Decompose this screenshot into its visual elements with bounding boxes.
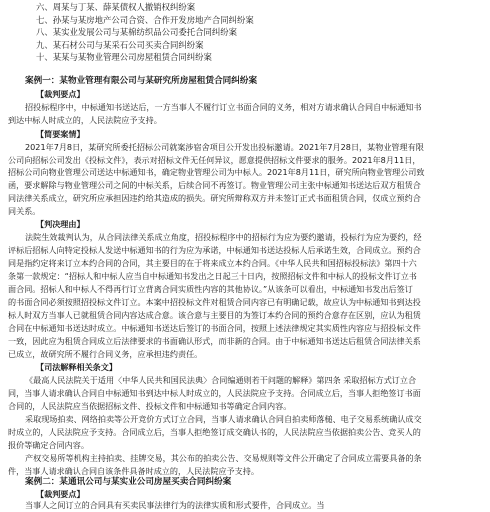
paragraph-line: 当事人之间订立的合同具有买卖民事法律行为的法律实质和形式要件，合同成立。当 (25, 500, 325, 510)
paragraph-line: 公司向招标公司发出《投标文件》，表示对招标文件无任何异议，愿意提供招标文件要求的服务。2021年8月11日， (8, 155, 421, 165)
paragraph-line: 合同在中标通知书送达时成立。中标通知书送达后签订的书面合同，按照上述法律规定其实质性内容应与招投标文件 (8, 323, 421, 333)
paragraph-line: 产权交易所等机构主持拍卖、挂牌交易，其公布的拍卖公告、交易规则等文件公开确定了合同成立需要具备的条 (25, 453, 422, 463)
toc-item: 八、某实业发展公司与某棉纺织品公司委托合同纠纷案 (36, 27, 237, 37)
section-heading-holding: 【裁判要点】 (36, 489, 85, 499)
paragraph-line: 面合同。招标人和中标人不得再行订立背离合同实质性内容的其他协议。”从该条可以看出，中标通知书发出后签订 (8, 284, 413, 294)
paragraph-line: 到达中标人时成立的，人民法院应予支持。 (8, 115, 162, 125)
section-heading-reasoning: 【判决理由】 (36, 219, 85, 229)
paragraph-line: 同，当事人请求确认合同自中标通知书到达中标人时成立的，人民法院应予支持。合同成立后，当事人拒绝签订书面 (8, 388, 421, 398)
paragraph-line: 招投标程序中，中标通知书送达后，一方当事人不履行订立书面合同的义务，相对方请求确认合同自中标通知书 (25, 102, 422, 112)
paragraph-line: 已成立，故研究所不履行合同义务，应承担违约责任。 (8, 349, 203, 359)
paragraph-line: 同是指约定将来订立本约合同的合同，其主要目的在于将来成立本约合同。《中华人民共和国招标投标法》第四十六 (8, 258, 417, 268)
paragraph-line: 同法律关系成立，研究所应承担因违约给其造成的损失。研究所辩称双方并未签订正式书面租赁合同，仅成立预约合 (8, 193, 421, 203)
paragraph-line: 时成立的，人民法院应予支持。合同成立后，当事人拒绝签订成交确认书的，人民法院应当依据拍卖公告、竞买人的 (8, 427, 421, 437)
paragraph-line: 合同的，人民法院应当依据招标文件、投标文件和中标通知书等确定合同内容。 (8, 401, 292, 411)
section-heading-holding: 【裁判要点】 (36, 89, 85, 99)
case-title: 案例二：某通讯公司与某实业公司房屋买卖合同纠纷案 (25, 477, 232, 487)
paragraph-line: 件，当事人请求确认合同自该条件具备时成立的，人民法院应予支持。 (8, 466, 259, 476)
section-heading-norms: 【司法解释相关条文】 (36, 362, 117, 372)
paragraph-line: 招标公司向物业管理公司送达中标通知书，确定物业管理公司为中标人。2021年8月11日，研究所向物业管理公司致 (8, 167, 425, 177)
case-title: 案例一：某物业管理有限公司与某研究所房屋租赁合同纠纷案 (25, 76, 258, 86)
paragraph-line: 报价等确定合同内容。 (8, 440, 89, 450)
paragraph-line: 2021年7月8日，某研究所委托招标公司就案涉宿舍项目公开发出投标邀请。2021年7月28日，某物业管理有限 (25, 142, 424, 152)
section-heading-facts: 【简要案情】 (36, 129, 85, 139)
paragraph-line: 同关系。 (8, 206, 41, 216)
paragraph-line: 条第一款规定：“招标人和中标人应当自中标通知书发出之日起三十日内，按照招标文件和中标人的投标文件订立书 (8, 271, 417, 281)
toc-item: 十、某某与某物业管理公司房屋租赁合同纠纷案 (36, 52, 212, 62)
paragraph-line: 《最高人民法院关于适用〈中华人民共和国民法典〉合同编通则若干问题的解释》第四条 采取招标方式订立合 (25, 375, 417, 385)
paragraph-line: 标人时双方当事人已就租赁合同内容达成合意。该合意与主要目的为签订本约合同的预约合意存在区别，应认为租赁 (8, 310, 421, 320)
toc-item: 七、孙某与某房地产公司合资、合作开发房地产合同纠纷案 (36, 15, 254, 25)
paragraph-line: 一致，因此应为租赁合同成立后法律要求的书面确认形式，而非新的合同。由于中标通知书送达后租赁合同法律关系 (8, 336, 421, 346)
paragraph-line: 的书面合同必须按照招投标文件订立。本案中招投标文件对租赁合同内容已有明确记载，故应认为中标通知书到达投 (8, 297, 421, 307)
paragraph-line: 函，要求解除与物业管理公司之间的中标关系，后续合同不再签订。物业管理公司主张中标通知书送达后双方租赁合 (8, 180, 421, 190)
paragraph-line: 法院生效裁判认为，从合同法律关系成立角度，招投标程序中的招标行为应为要约邀请，投标行为应为要约，经 (25, 232, 422, 242)
paragraph-line: 采取现场拍卖、网络拍卖等公开竞价方式订立合同，当事人请求确认合同自拍卖师落槌、电子交易系统确认成交 (25, 414, 422, 424)
toc-item: 九、某石材公司与某采石公司买卖合同纠纷案 (36, 40, 204, 50)
paragraph-line: 评标后招标人向特定投标人发送中标通知书的行为应为承诺，中标通知书送达投标人后承诺生效，合同成立。预约合 (8, 245, 421, 255)
toc-item: 六、周某与丁某、薛某债权人撤销权纠纷案 (36, 2, 196, 12)
